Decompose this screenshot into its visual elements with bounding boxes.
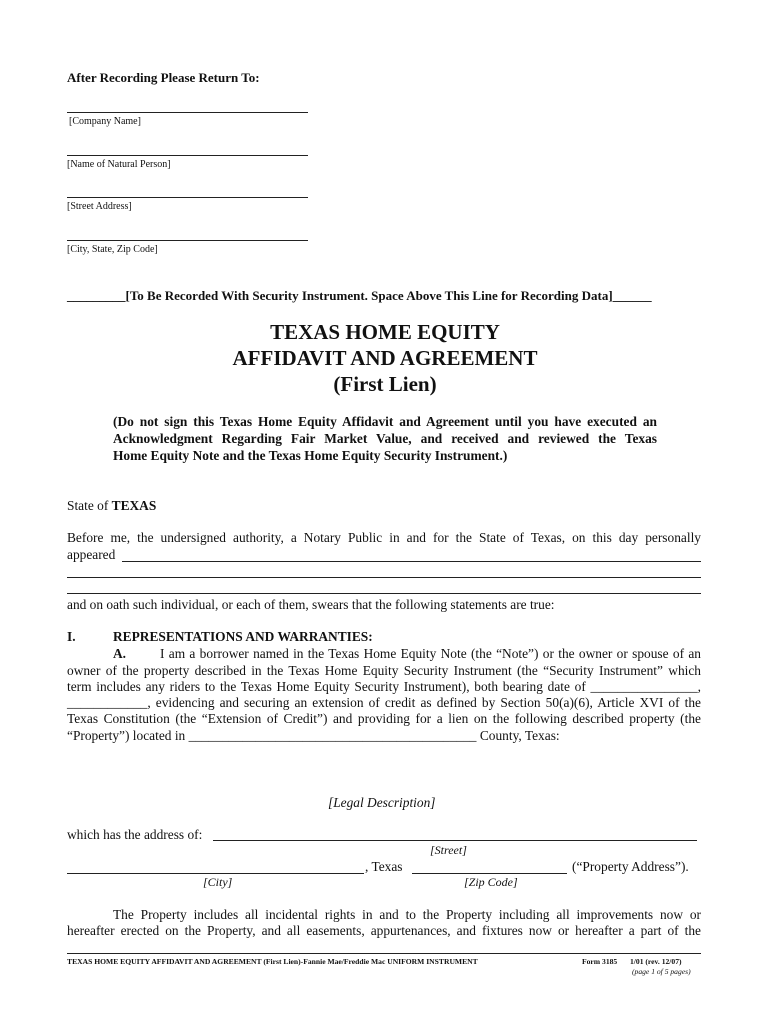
recording-suffix: ______: [612, 288, 652, 303]
county-texas: County, Texas:: [476, 728, 560, 743]
para-a-line-4: ____________, evidencing and securing an extension of credit as defined by Section 50(a)(6), Article XVI of the: [67, 695, 701, 710]
para-a-line-1: I am a borrower named in the Texas Home Equity Note (the “Note”) or the owner or spouse of an: [160, 646, 701, 661]
texas-label: , Texas: [365, 859, 403, 874]
legal-description: [Legal Description]: [328, 795, 436, 810]
title-line-1: TEXAS HOME EQUITY: [270, 320, 500, 344]
recording-text: [To Be Recorded With Security Instrument. Space Above This Line for Recording Data]: [125, 288, 613, 303]
appeared-label: appeared: [67, 547, 116, 562]
para-a-line-2: owner of the property described in the Texas Home Equity Security Instrument (the “Security Instrument” which: [67, 663, 701, 678]
city-blank: [67, 873, 364, 874]
return-street-label: [Street Address]: [67, 201, 132, 212]
return-line-city: [67, 240, 308, 241]
para-a-line-3: term includes any riders to the Texas Home Equity Security Instrument), both bearing date of ________________,: [67, 679, 701, 694]
zip-caption: [Zip Code]: [464, 875, 518, 889]
section-heading: REPRESENTATIONS AND WARRANTIES:: [113, 629, 373, 644]
footer-rule: [67, 953, 701, 954]
footer-form: Form 3185: [582, 957, 618, 966]
return-person-label: [Name of Natural Person]: [67, 159, 171, 170]
property-address-label: (“Property Address”).: [572, 859, 689, 874]
address-label: which has the address of:: [67, 827, 203, 842]
notice-line-3: Home Equity Note and the Texas Home Equity Security Instrument.): [113, 448, 508, 463]
footer-date: 1/01 (rev. 12/07): [630, 957, 682, 966]
footer-instrument: TEXAS HOME EQUITY AFFIDAVIT AND AGREEMENT (First Lien)-Fannie Mae/Freddie Mac UNIFORM INSTRUMENT: [67, 957, 478, 966]
para-a-line-6: [67, 728, 560, 744]
recording-prefix: _________: [67, 288, 126, 303]
title-line-3: (First Lien): [333, 372, 437, 396]
notice-line-2: Acknowledgment Regarding Fair Market Value, and received and reviewed the Texas: [113, 431, 657, 446]
para-a-line-5: Texas Constitution (the “Extension of Credit”) and providing for a lien on the following described property (the: [67, 711, 701, 726]
property-para-line-1: The Property includes all incidental rights in and to the Property including all improvements now or: [113, 907, 701, 922]
para-a-letter: A.: [113, 646, 127, 661]
return-line-person: [67, 155, 308, 156]
zip-blank: [412, 873, 567, 874]
return-company-label: [Company Name]: [69, 116, 141, 127]
recording-line: [67, 288, 652, 304]
return-line-street: [67, 197, 308, 198]
title-line-2: AFFIDAVIT AND AGREEMENT: [232, 346, 538, 370]
notice-line-1: (Do not sign this Texas Home Equity Affidavit and Agreement until you have executed an: [113, 414, 657, 429]
appeared-blank-3: [67, 593, 701, 594]
street-caption: [Street]: [430, 843, 467, 857]
state-label: State of: [67, 498, 109, 513]
county-blank: ___________________________________________: [188, 728, 477, 743]
footer-page: (page 1 of 5 pages): [632, 967, 691, 976]
state-of: [67, 498, 156, 514]
property-located-in: “Property”) located in: [67, 728, 189, 743]
return-city-label: [City, State, Zip Code]: [67, 244, 158, 255]
street-blank: [213, 840, 697, 841]
state-value: TEXAS: [111, 498, 157, 513]
appeared-blank-2: [67, 577, 701, 578]
section-number: I.: [67, 629, 76, 644]
return-line-company: [67, 112, 308, 113]
property-para-line-2: hereafter erected on the Property, and all easements, appurtenances, and fixtures now or hereafter a part of the: [67, 923, 701, 938]
appeared-blank-1: [122, 561, 701, 562]
return-header: After Recording Please Return To:: [67, 70, 260, 85]
city-caption: [City]: [203, 875, 233, 889]
before-me-line: Before me, the undersigned authority, a Notary Public in and for the State of Texas, on this day personally: [67, 530, 701, 545]
oath-line: and on oath such individual, or each of them, swears that the following statements are true:: [67, 597, 555, 612]
